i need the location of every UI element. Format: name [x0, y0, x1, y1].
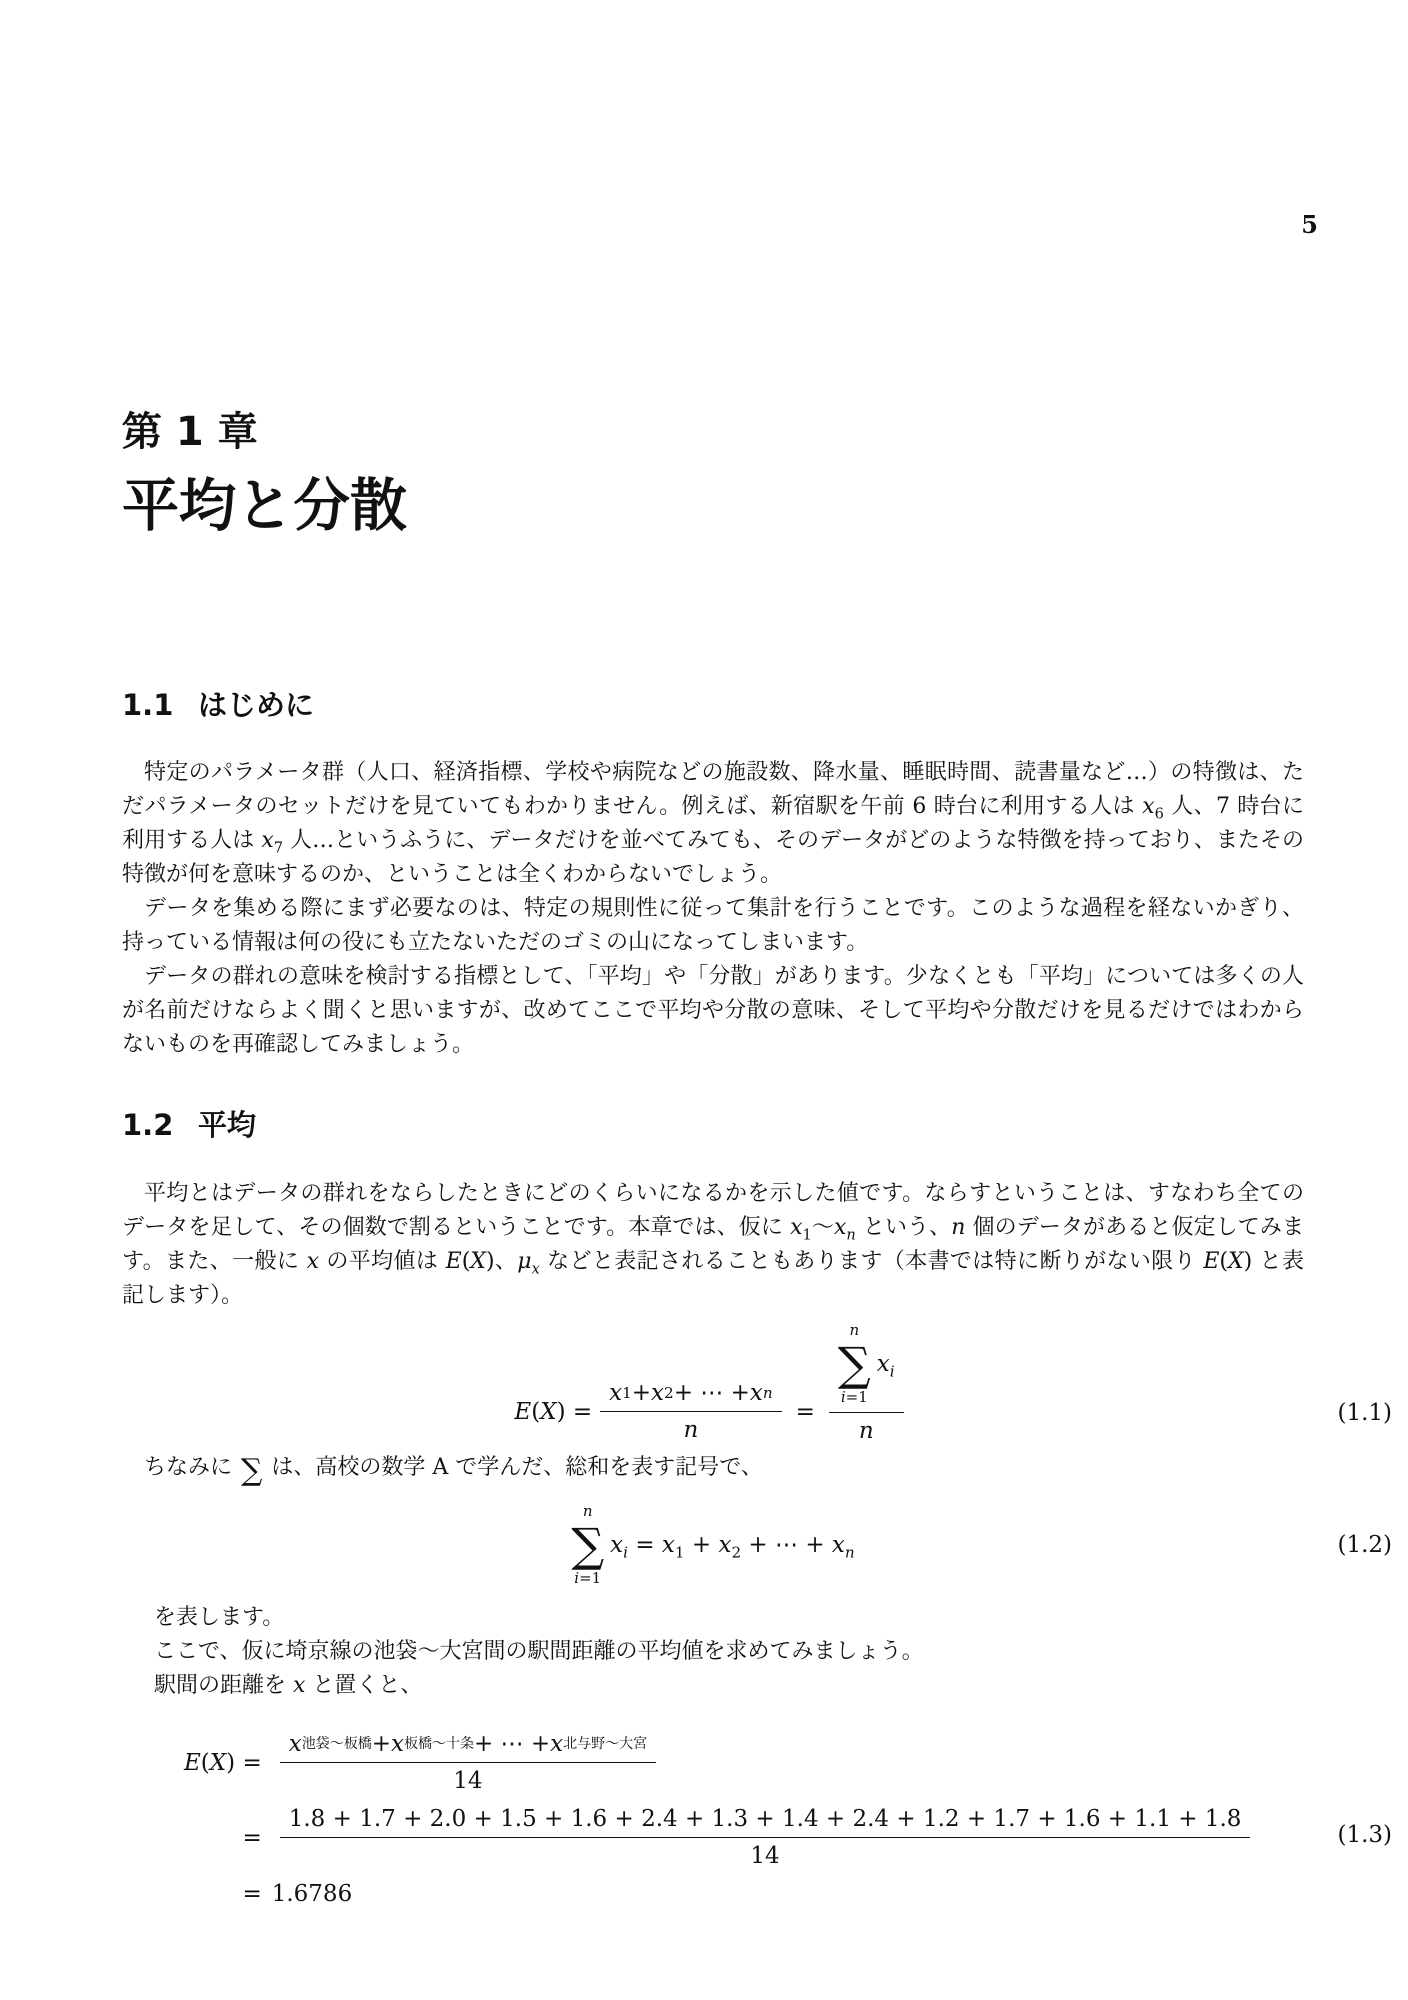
sigma-upper-limit: n — [582, 1501, 593, 1520]
fraction-denominator: n — [858, 1417, 874, 1444]
fraction-denominator: 14 — [750, 1843, 780, 1870]
fraction-numerator: x 池袋～板橋 + x 板橋～十条 + ⋯ + x 北与野～大宮 — [288, 1731, 648, 1758]
paragraph-intro-2: データを集める際にまず必要なのは、特定の規則性に従って集計を行うことです。このような過程を経ないかぎり、持っている情報は何の役にも立たないただのゴミの山になってしまいます。 — [122, 896, 1304, 956]
sigma-notation — [838, 1322, 871, 1407]
page-number: 5 — [1301, 210, 1318, 239]
sigma-icon: ∑ — [241, 1453, 263, 1489]
sigma-lower-limit: i=1 — [574, 1568, 602, 1587]
equation-1-2 — [122, 1499, 1392, 1592]
equation-body — [514, 1321, 911, 1473]
fraction — [600, 1380, 782, 1443]
paragraph-sigma-note: ちなみに ∑ は、高校の数学 A で学んだ、総和を表す記号で、 — [144, 1453, 763, 1489]
fraction-numerator: 1.8 + 1.7 + 2.0 + 1.5 + 1.6 + 2.4 + 1.3 + 1.4 + 2.4 + 1.2 + 1.7 + 1.6 + 1.1 + 1.8 — [288, 1806, 1242, 1833]
equation-result: 1.6786 — [271, 1881, 353, 1908]
fraction-denominator: 14 — [453, 1768, 483, 1795]
fraction — [829, 1322, 904, 1444]
paragraph-mean-1: 平均とはデータの群れをならしたときにどのくらいになるかを示した値です。ならすということは、すなわち全てのデータを足して、その個数で割るということです。本章では、仮に $x_1\sim x_n$ という、n 個のデータがあると仮定してみます。また、一般に x の平均値は E(X)、$\mu_x$ などと表記されることもあります（本書では特に断りがない限り E(X) と表記します）。 — [122, 1181, 1305, 1309]
sigma-icon: ∑ — [837, 1337, 871, 1392]
fraction-numerator: x 1 + x 2 + ⋯ + x n — [609, 1380, 773, 1407]
summand: $x_i$ — [876, 1351, 895, 1381]
sigma-notation — [571, 1503, 604, 1588]
equation-body — [184, 1731, 1258, 1907]
sigma-upper-limit: n — [849, 1321, 860, 1340]
sigma-lower-limit: i=1 — [840, 1388, 868, 1407]
equation-tag: (1.3) — [1337, 1822, 1392, 1849]
fraction-denominator: n — [683, 1417, 699, 1444]
line-kokode: ここで、仮に埼京線の池袋～大宮間の駅間距離の平均値を求めてみましょう。 — [154, 1639, 924, 1665]
section-title: はじめに — [198, 687, 315, 722]
equation-tag: (1.2) — [1337, 1531, 1392, 1558]
equation-1-1 — [122, 1321, 1392, 1473]
section-heading-1-1 — [122, 688, 1304, 723]
section-number: 1.2 — [122, 1108, 174, 1143]
equals-sign: = — [242, 1824, 262, 1851]
equation-tag: (1.1) — [1337, 1400, 1392, 1427]
section-title: 平均 — [198, 1108, 257, 1143]
paragraph-intro-1: 特定のパラメータ群（人口、経済指標、学校や病院などの施設数、降水量、睡眠時間、読書量など…）の特徴は、ただパラメータのセットだけを見ていてもわかりません。例えば、新宿駅を午前 6 時台に利用する人は $x_6$ 人、7 時台に利用する人は $x_7$ 人…というふうに、データだけを並べてみても、そのデータがどのような特徴を持っており、またその特徴が何を意味するのか、ということは全くわからないでしょう。 — [122, 760, 1305, 888]
fraction — [280, 1731, 656, 1794]
equation-1-3 — [122, 1731, 1392, 1908]
equation-lhs: E(X) = — [514, 1398, 593, 1425]
fraction-numerator — [829, 1322, 904, 1412]
equation-lhs: E(X) = — [184, 1749, 262, 1776]
sigma-icon: ∑ — [571, 1517, 605, 1572]
chapter-label: 第 1 章 — [122, 409, 258, 455]
line-ekikan: 駅間の距離を x と置くと、 — [154, 1673, 423, 1699]
chapter-title: 平均と分散 — [122, 473, 407, 539]
section-heading-1-2 — [122, 1108, 1304, 1143]
equals-sign: = — [242, 1881, 262, 1908]
equation-body — [571, 1503, 854, 1588]
section-number: 1.1 — [122, 687, 174, 722]
line-wo-arawashimasu: を表します。 — [154, 1605, 285, 1631]
paragraph-intro-3: データの群れの意味を検討する指標として、「平均」や「分散」があります。少なくとも「平均」については多くの人が名前だけならよく聞くと思いますが、改めてここで平均や分散の意味、そして平均や分散だけを見るだけではわからないものを再確認してみましょう。 — [122, 964, 1304, 1058]
equals-sign: = — [795, 1398, 815, 1425]
equation-rhs: $x_i = x_1 + x_2$ + ⋯ + $x_n$ — [610, 1531, 855, 1562]
fraction — [280, 1806, 1251, 1869]
